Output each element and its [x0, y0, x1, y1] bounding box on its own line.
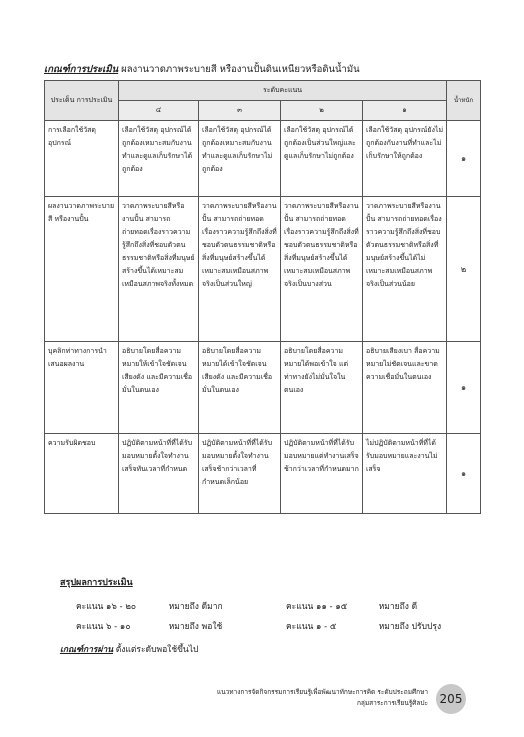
weight-cell: ๑: [447, 434, 481, 514]
header-criteria: ประเด็น การประเมิน: [45, 81, 119, 121]
score-range: คะแนน ๖ - ๑๐: [76, 622, 131, 632]
score-range-row: [286, 619, 441, 633]
score-meaning: หมายถึง ปรับปรุง: [378, 622, 442, 632]
rubric-cell: อธิบายโดยสื่อความหมายให้เข้าใจชัดเจน เสียงดัง และมีความเชื่อมั่นในตนเอง: [119, 342, 199, 434]
rubric-cell: อธิบายโดยสื่อความหมายได้เข้าใจชัดเจน เสียงดัง และมีความเชื่อมั่นในตนเอง: [199, 342, 281, 434]
criterion-cell: บุคลิกท่าทางการนำเสนอผลงาน: [45, 342, 119, 434]
weight-cell: ๑: [447, 121, 481, 197]
rubric-cell: วาดภาพระบายสีหรืองานปั้น สามารถถ่ายทอดเรื่องราวความรู้สึกถึงสิ่งที่ชอบตัวตนธรรมชาติหรือสิ่งที่มนุษย์สร้างขึ้นได้ไม่เหมาะสมเหมือนสภาพจริงเป็นส่วนน้อย: [363, 197, 447, 342]
page-footer: [210, 687, 428, 709]
weight-cell: ๑: [447, 342, 481, 434]
score-meaning: หมายถึง ดี: [378, 602, 418, 612]
rubric-cell: เลือกใช้วัสดุ อุปกรณ์ได้ถูกต้องเหมาะสมกับงานทำและดูแลเก็บรักษาได้ถูกต้อง: [119, 121, 199, 197]
rubric-cell: เลือกใช้วัสดุ อุปกรณ์ได้ถูกต้องเป็นส่วนใหญ่และดูแลเก็บรักษาไม่ถูกต้อง: [281, 121, 363, 197]
rubric-cell: เลือกใช้วัสดุ อุปกรณ์ได้ถูกต้องเหมาะสมกับงานทำและดูแลเก็บรักษาไม่ถูกต้อง: [199, 121, 281, 197]
score-range-row: [76, 619, 222, 633]
rubric-cell: ปฏิบัติตามหน้าที่ที่ได้รับมอบหมายตั้งใจทำงานเสร็จช้ากว่าเวลาที่กำหนดเล็กน้อย: [199, 434, 281, 514]
table-row: [45, 121, 481, 197]
footer-line-2: กลุ่มสาระการเรียนรู้ศิลปะ: [356, 699, 428, 707]
header-weight: น้ำหนัก: [447, 81, 481, 121]
rubric-cell: วาดภาพระบายสีหรืองานปั้น สามารถถ่ายทอดเรื่องราวความรู้สึกถึงสิ่งที่ชอบตัวตนธรรมชาติหรือสิ่งที่มนุษย์สร้างขึ้นได้เหมาะสมเหมือนสภาพจริงเป็นบางส่วน: [281, 197, 363, 342]
rubric-cell: เลือกใช้วัสดุ อุปกรณ์ยังไม่ถูกต้องกับงานที่ทำและไม่เก็บรักษาให้ถูกต้อง: [363, 121, 447, 197]
score-range: คะแนน ๑๑ - ๑๕: [286, 602, 348, 612]
level-1-header: ๑: [363, 101, 447, 121]
score-range: คะแนน ๑๖ - ๒๐: [76, 602, 137, 612]
criterion-cell: ความรับผิดชอบ: [45, 434, 119, 514]
title-label: เกณฑ์การประเมิน: [44, 64, 119, 75]
score-meaning: หมายถึง ดีมาก: [168, 602, 223, 612]
level-2-header: ๒: [281, 101, 363, 121]
score-range: คะแนน ๑ - ๕: [286, 622, 337, 632]
table-row: [45, 434, 481, 514]
criterion-cell: การเลือกใช้วัสดุ อุปกรณ์: [45, 121, 119, 197]
rubric-cell: ปฏิบัติตามหน้าที่ที่ได้รับมอบหมายแต่ทำงานเสร็จช้ากว่าเวลาที่กำหนดมาก: [281, 434, 363, 514]
score-meaning: หมายถึง พอใช้: [168, 622, 223, 632]
score-range-row: [286, 599, 417, 613]
weight-cell: ๒: [447, 197, 481, 342]
rubric-cell: ปฏิบัติตามหน้าที่ที่ได้รับมอบหมายตั้งใจทำงานเสร็จทันเวลาที่กำหนด: [119, 434, 199, 514]
table-row: [45, 197, 481, 342]
rubric-cell: อธิบายโดยสื่อความหมายได้พอเข้าใจ แต่ท่าทางยังไม่มั่นใจในตนเอง: [281, 342, 363, 434]
rubric-cell: วาดภาพระบายสีหรืองานปั้น สามารถถ่ายทอดเรื่องราวความรู้สึกถึงสิ่งที่ชอบตัวตนธรรมชาติหรือสิ่งที่มนุษย์สร้างขึ้นได้เหมาะสมเหมือนสภาพจริงทั้งหมด: [119, 197, 199, 342]
table-row: [45, 342, 481, 434]
title-text: ผลงานวาดภาพระบายสี หรืองานปั้นดินเหนียวหรือดินน้ำมัน: [121, 64, 360, 75]
score-range-row: [76, 599, 223, 613]
level-3-header: ๓: [199, 101, 281, 121]
section-title: [44, 62, 360, 77]
rubric-cell: วาดภาพระบายสีหรืองานปั้น สามารถถ่ายทอดเรื่องราวความรู้สึกถึงสิ่งที่ชอบตัวตนธรรมชาติหรือสิ่งที่มนุษย์สร้างขึ้นได้เหมาะสมเหมือนสภาพจริงเป็นส่วนใหญ่: [199, 197, 281, 342]
rubric-cell: อธิบายเสียงเบา สื่อความหมายไม่ชัดเจนและขาดความเชื่อมั่นในตนเอง: [363, 342, 447, 434]
rubric-cell: ไม่ปฏิบัติตามหน้าที่ที่ได้รับมอบหมายและงานไม่เสร็จ: [363, 434, 447, 514]
rubric-table: [44, 80, 481, 514]
summary-heading: สรุปผลการประเมิน: [60, 578, 133, 588]
pass-criteria: [60, 642, 198, 656]
level-4-header: ๔: [119, 101, 199, 121]
header-levels: ระดับคะแนน: [119, 81, 447, 101]
pass-text: ตั้งแต่ระดับพอใช้ขึ้นไป: [115, 645, 199, 655]
criterion-cell: ผลงานวาดภาพระบายสี หรืองานปั้น: [45, 197, 119, 342]
footer-line-1: แนวทางการจัดกิจกรรมการเรียนรู้เพื่อพัฒนาทักษะการคิด ระดับประถมศึกษา: [217, 688, 428, 696]
page-number: 205: [436, 684, 466, 714]
pass-label: เกณฑ์การผ่าน: [60, 645, 114, 655]
